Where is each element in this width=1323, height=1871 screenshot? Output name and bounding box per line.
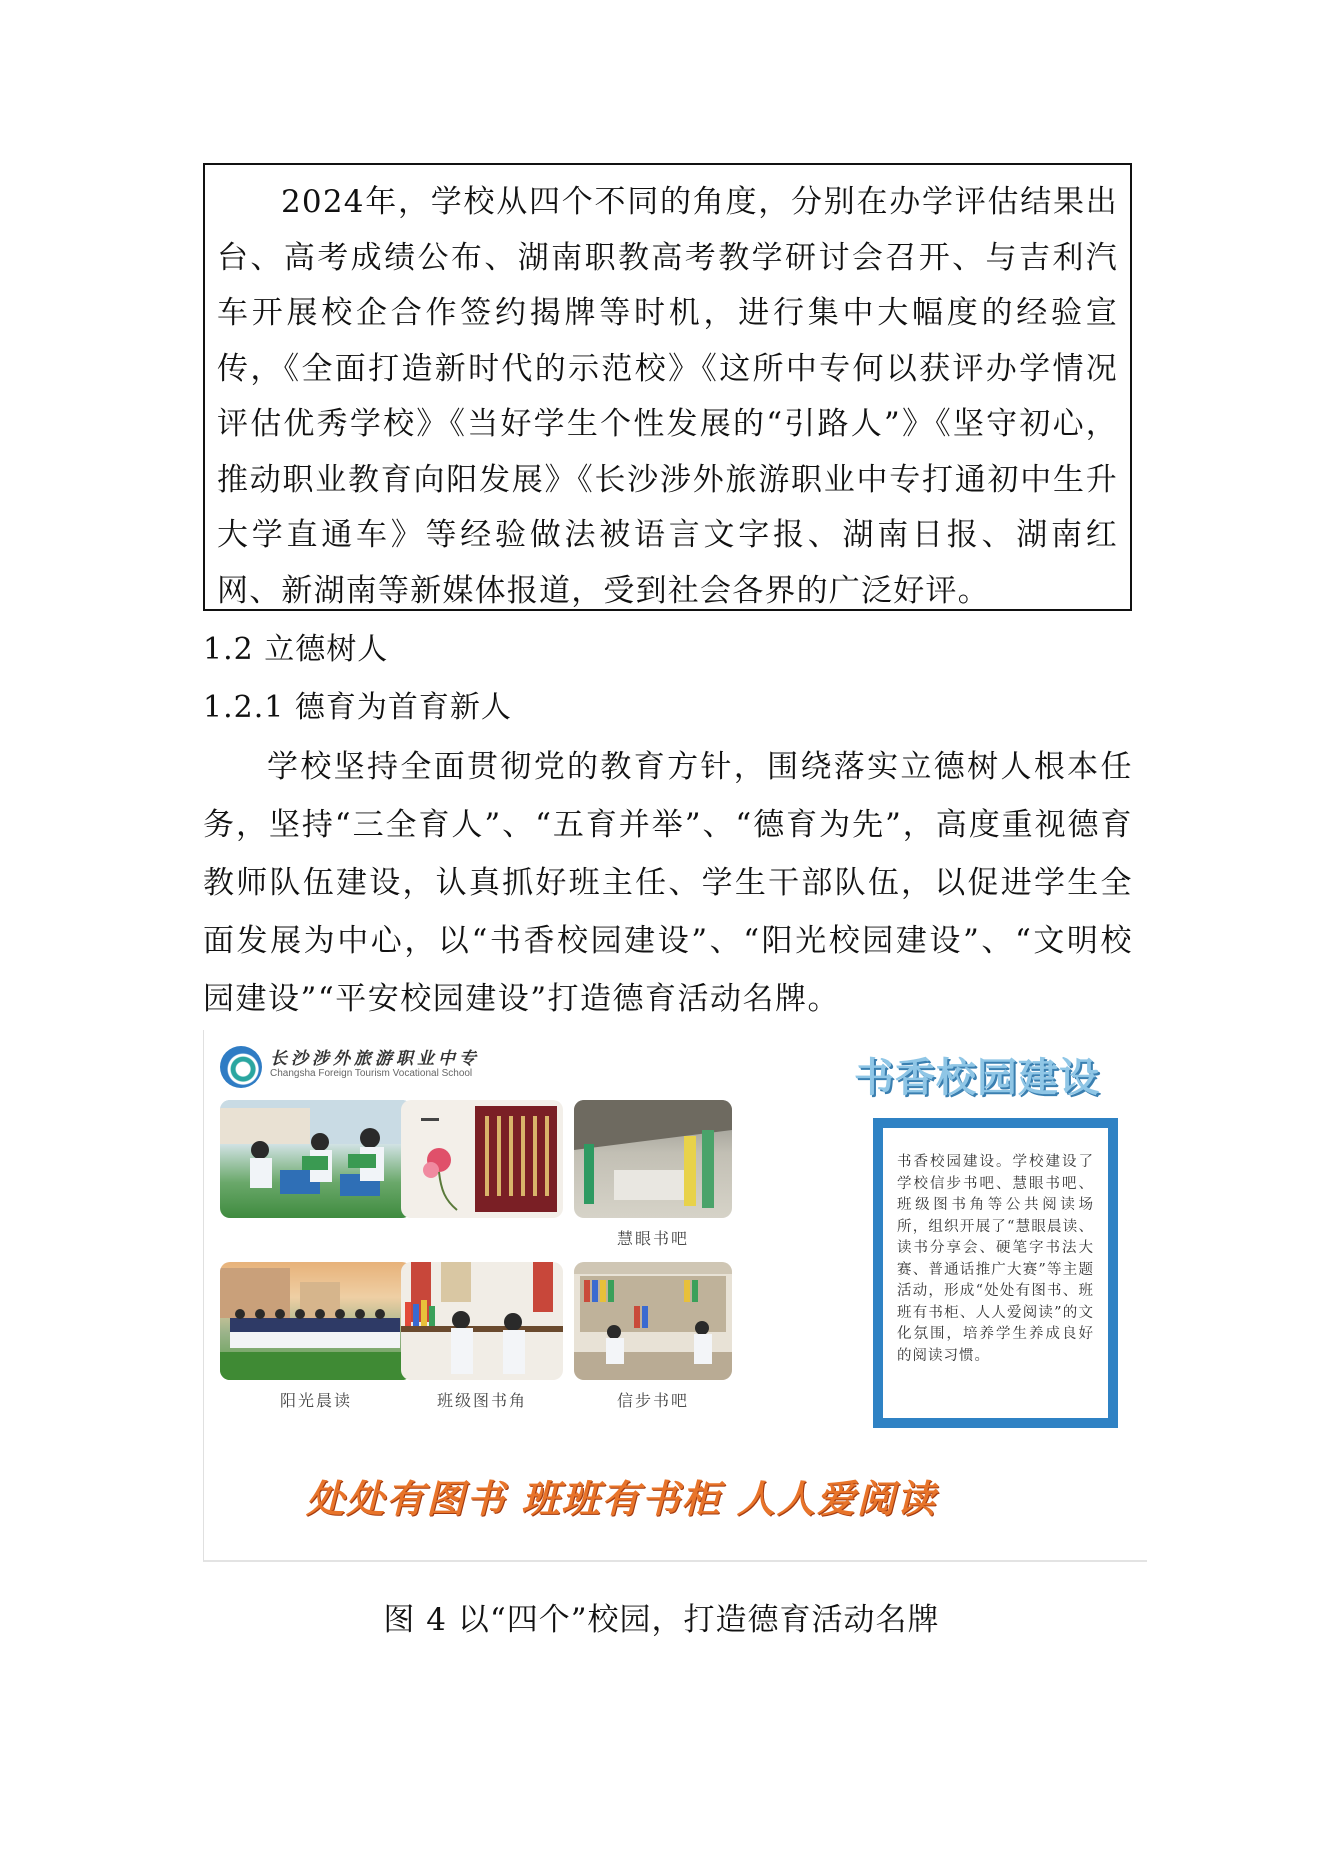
- photo-calligraphy-flower: [401, 1100, 563, 1218]
- body-text: [203, 738, 1133, 1028]
- figure-caption: 图 4 以“四个”校园，打造德育活动名牌: [383, 1602, 940, 1638]
- photo-class-book-corner: [401, 1262, 563, 1380]
- photo-huiyan-bookbar: [574, 1100, 732, 1218]
- caption-xinbu: 信步书吧: [616, 1391, 689, 1410]
- photo-students-reading-outdoor: [220, 1100, 412, 1218]
- figure-poster: [203, 1030, 1147, 1562]
- highlight-paragraph: 2024年，学校从四个不同的角度，分别在办学评估结果出台、高考成绩公布、湖南职教高考教学研讨会召开、与吉利汽车开展校企合作签约揭牌等时机，进行集中大幅度的经验宣传，《全面打造新时代的示范校》《这所中专何以获评办学情况评估优秀学校》《当好学生个性发展的“引路人”》《坚守初心，推动职业教育向阳发展》《长沙涉外旅游职业中专打通初中生升大学直通车》等经验做法被语言文字报、湖南日报、湖南红网、新湖南等新媒体报道，受到社会各界的广泛好评。: [217, 184, 1118, 609]
- body-paragraph: 学校坚持全面贯彻党的教育方针，围绕落实立德树人根本任务，坚持“三全育人”、“五育并举”、“德育为先”，高度重视德育教师队伍建设，认真抓好班主任、学生干部队伍，以促进学生全面发展为中心，以“书香校园建设”、“阳光校园建设”、“文明校园建设”“平安校园建设”打造德育活动名牌。: [203, 749, 1133, 1017]
- highlight-box: [203, 163, 1132, 611]
- photo-morning-reading: [220, 1262, 412, 1380]
- school-name-en: Changsha Foreign Tourism Vocational School: [270, 1068, 473, 1079]
- info-panel: [873, 1118, 1118, 1428]
- school-name-cn: 长沙涉外旅游职业中专: [270, 1049, 480, 1069]
- poster-title: 书香校园建设: [854, 1055, 1100, 1101]
- caption-class-corner: 班级图书角: [436, 1391, 527, 1410]
- photo-xinbu-bookbar: [574, 1262, 732, 1380]
- subsection-heading: 1.2.1 德育为首育新人: [203, 690, 512, 725]
- slogan: 处处有图书 班班有书柜 人人爱阅读: [306, 1477, 937, 1521]
- caption-huiyan: 慧眼书吧: [616, 1229, 689, 1248]
- school-logo-icon: [220, 1046, 262, 1088]
- section-heading: 1.2 立德树人: [203, 632, 389, 667]
- caption-morning-reading: 阳光晨读: [279, 1391, 352, 1410]
- info-text: 书香校园建设。学校建设了学校信步书吧、慧眼书吧、班级图书角等公共阅读场所，组织开展了“慧眼晨读、读书分享会、硬笔字书法大赛、普通话推广大赛”等主题活动，形成“处处有图书、班班有书柜、人人爱阅读”的文化氛围，培养学生养成良好的阅读习惯。: [883, 1128, 1108, 1418]
